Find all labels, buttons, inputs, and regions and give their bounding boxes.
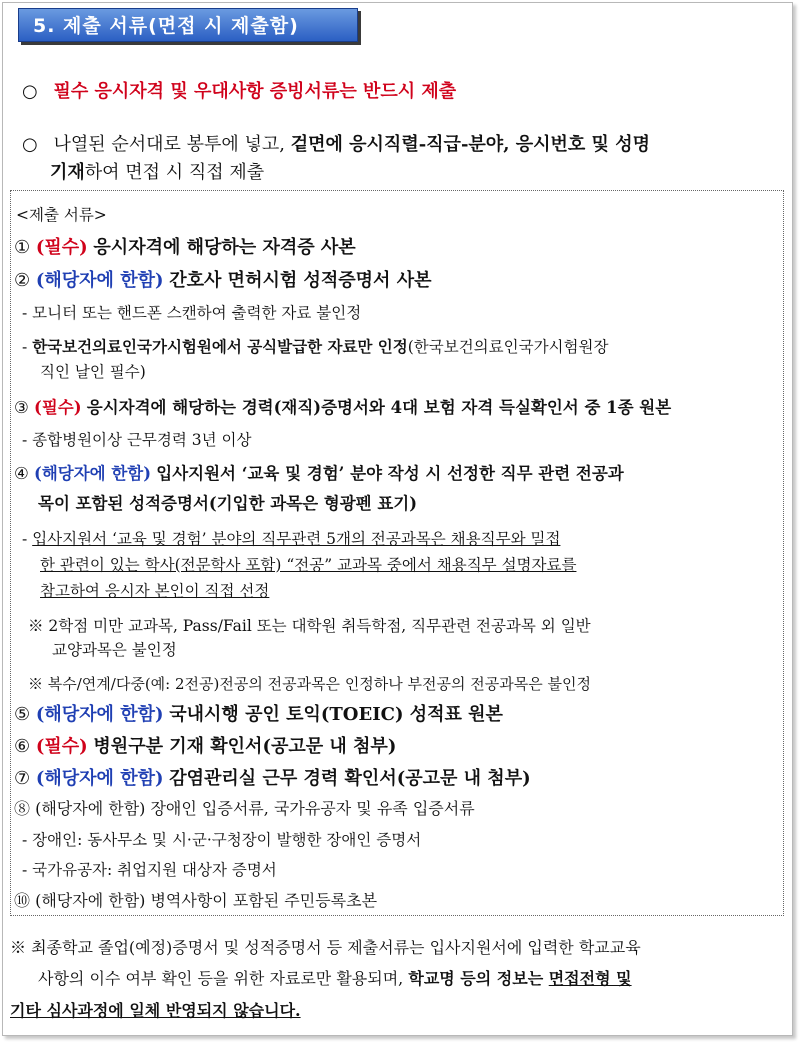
sub-bold-text: 한국보건의료인국가시험원에서 공식발급한 자료만 인정	[32, 337, 408, 356]
footnote-bold-underline-text: 면접전형 및	[548, 969, 632, 988]
footnote-line2	[38, 966, 632, 989]
item-tag: (필수)	[35, 237, 88, 258]
item-text: 응시자격에 해당하는 경력(재직)증명서와 4대 보험 자격 득실확인서 중 1종 원본	[86, 398, 672, 417]
item-4	[14, 460, 624, 484]
required-docs-note: 필수 응시자격 및 우대사항 증빙서류는 반드시 제출	[53, 81, 457, 102]
item-5	[14, 700, 503, 726]
footnote-text: 사항의 이수 여부 확인 등을 위한 자료로만 활용되며,	[38, 969, 409, 988]
item-8-sub-1: - 장애인: 동사무소 및 시·군·구청장이 발행한 장애인 증명서	[22, 831, 422, 849]
item-6	[14, 732, 396, 758]
item-2-sub-1: - 모니터 또는 핸드폰 스캔하여 출력한 자료 불인정	[22, 304, 362, 322]
sub-text: (한국보건의료인국가시험원장	[407, 338, 609, 356]
item-2-sub-2-line2: 직인 날인 필수)	[40, 363, 146, 381]
intro-bold-text: 겉면에 응시직렬-직급-분야, 응시번호 및 성명	[290, 134, 650, 155]
item-4-line2: 목이 포함된 성적증명서(기입한 과목은 형광펜 표기)	[38, 494, 418, 513]
item-tag: (해당자에 한함)	[35, 270, 164, 291]
box-title: <제출 서류>	[16, 206, 107, 224]
item-number: ③	[14, 398, 29, 417]
footnote-line1: ※ 최종학교 졸업(예정)증명서 및 성적증명서 등 제출서류는 입사지원서에 입력한 학교교육	[10, 938, 641, 957]
intro-bullet-1	[22, 77, 456, 103]
bullet-mark: ○	[22, 134, 38, 155]
item-10: ⑩ (해당자에 한함) 병역사항이 포함된 주민등록초본	[14, 891, 378, 910]
item-3-sub-1: - 종합병원이상 근무경력 3년 이상	[22, 431, 252, 449]
item-number: ⑦	[14, 768, 31, 789]
item-number: ⑥	[14, 736, 31, 757]
item-text: 감염관리실 근무 경력 확인서(공고문 내 첨부)	[169, 768, 531, 789]
item-text: 병원구분 기재 확인서(공고문 내 첨부)	[93, 736, 397, 757]
sub-dash: -	[22, 338, 28, 356]
note-2: ※ 복수/연계/다중(예: 2전공)전공의 전공과목은 인정하나 부전공의 전공과목은 불인정	[28, 675, 591, 693]
item-8: ⑧ (해당자에 한함) 장애인 입증서류, 국가유공자 및 유족 입증서류	[14, 799, 475, 818]
item-tag: (해당자에 한함)	[35, 704, 164, 725]
item-2	[14, 266, 431, 292]
note-1: ※ 2학점 미만 교과목, Pass/Fail 또는 대학원 취득학점, 직무관련 전공과목 외 일반	[28, 617, 591, 635]
item-text: 국내시행 공인 토익(TOEIC) 성적표 원본	[169, 704, 503, 725]
item-number: ⑤	[14, 704, 31, 725]
item-4-sub-1-line2: 한 관련이 있는 학사(전문학사 포함) “전공” 교과목 중에서 채용직무 설명자료를	[40, 556, 577, 574]
item-1	[14, 233, 356, 259]
item-7	[14, 764, 531, 790]
intro-bullet-2-line1	[22, 130, 650, 156]
item-text: 간호사 면허시험 성적증명서 사본	[169, 270, 432, 291]
item-number: ②	[14, 270, 31, 291]
item-2-sub-2	[22, 335, 608, 357]
item-tag: (필수)	[34, 398, 82, 417]
item-number: ①	[14, 237, 31, 258]
sub-dash: -	[22, 530, 28, 548]
bullet-mark: ○	[22, 81, 38, 102]
section-header: 5. 제출 서류(면접 시 제출함)	[18, 8, 358, 42]
footnote-line3: 기타 심사과정에 일체 반영되지 않습니다.	[10, 1001, 301, 1020]
intro-bold-text: 기재	[50, 162, 85, 183]
item-text: 응시자격에 해당하는 자격증 사본	[93, 237, 356, 258]
item-tag: (해당자에 한함)	[34, 464, 152, 483]
intro-bullet-2-line2	[50, 158, 264, 184]
item-3	[14, 394, 671, 418]
footnote-bold-text: 학교명 등의 정보는	[408, 969, 549, 988]
item-tag: (해당자에 한함)	[35, 768, 164, 789]
item-4-sub-1	[22, 527, 560, 549]
item-number: ④	[14, 464, 29, 483]
item-4-sub-1-line3: 참고하여 응시자 본인이 직접 선정	[40, 582, 270, 600]
sub-text: 입사지원서 ‘교육 및 경험’ 분야의 직무관련 5개의 전공과목은 채용직무와 밀접	[32, 530, 561, 548]
item-tag: (필수)	[35, 736, 88, 757]
item-8-sub-2: - 국가유공자: 취업지원 대상자 증명서	[22, 861, 277, 879]
note-1-line2: 교양과목은 불인정	[52, 641, 177, 659]
intro-text: 하여 면접 시 직접 제출	[84, 162, 265, 183]
intro-text: 나열된 순서대로 봉투에 넣고,	[53, 134, 291, 155]
item-text: 입사지원서 ‘교육 및 경험’ 분야 작성 시 선정한 직무 관련 전공과	[156, 464, 624, 483]
